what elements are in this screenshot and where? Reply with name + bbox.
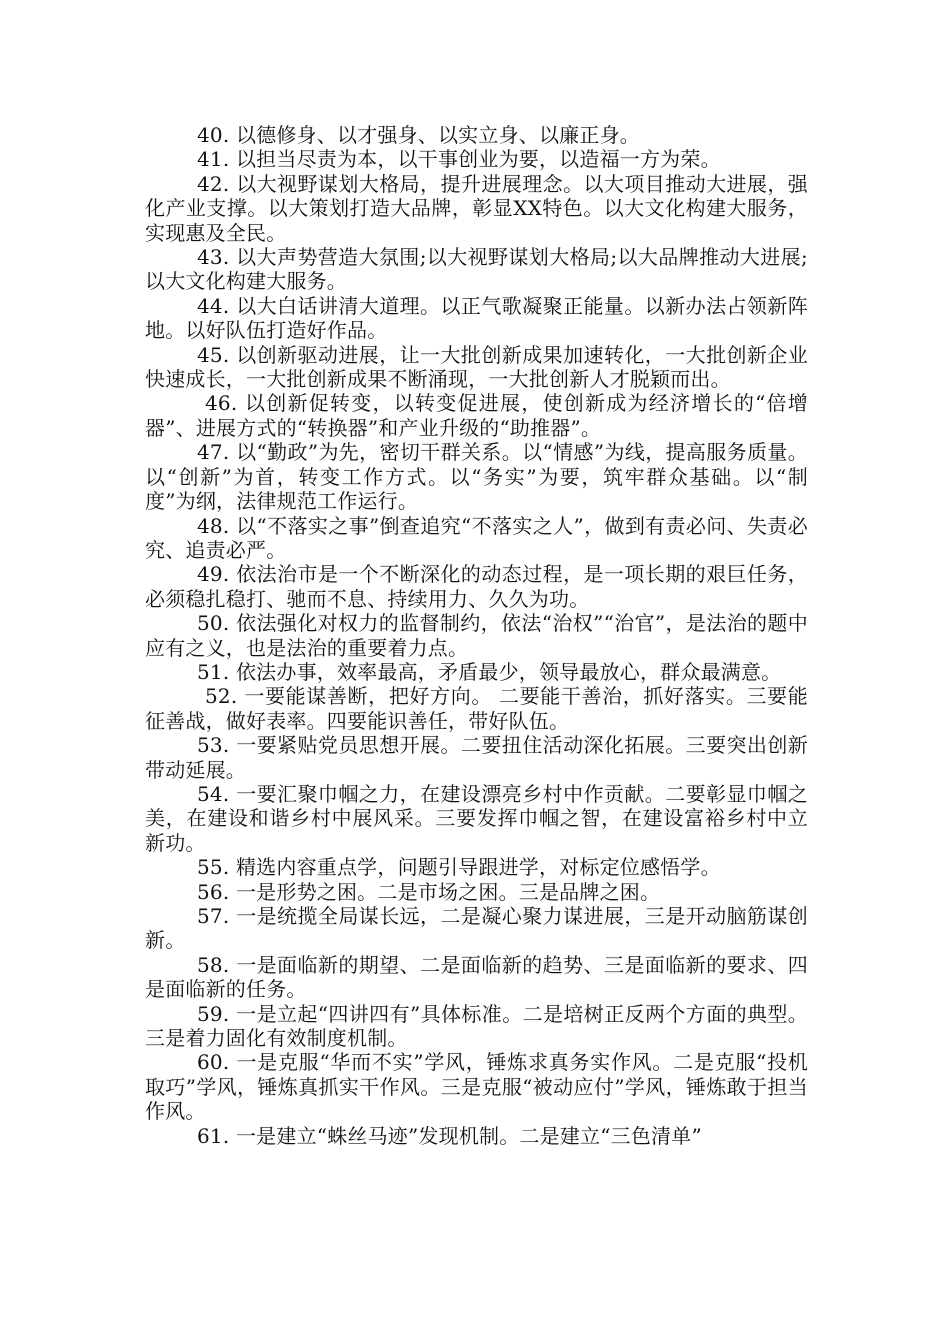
paragraph-42: 42. 以大视野谋划大格局，提升进展理念。以大项目推动大进展，强化产业支撑。以大策划打造大品牌，彰显XX特色。以大文化构建大服务，实现惠及全民。 <box>145 171 808 245</box>
paragraph-57: 57. 一是统揽全局谋长远，二是凝心聚力谋进展，三是开动脑筋谋创新。 <box>145 904 808 953</box>
paragraph-45: 45. 以创新驱动进展，让一大批创新成果加速转化，一大批创新企业快速成长，一大批创新成果不断涌现，一大批创新人才脱颖而出。 <box>145 342 808 392</box>
paragraph-48: 48. 以“不落实之事”倒查追究“不落实之人”，做到有责必问、失责必究、追责必严。 <box>145 513 808 562</box>
paragraph-61: 61. 一是建立“蛛丝马迹”发现机制。二是建立“三色清单” <box>197 1123 702 1148</box>
paragraph-56: 56. 一是形势之困。二是市场之困。三是品牌之困。 <box>197 879 661 904</box>
paragraph-59: 59. 一是立起“四讲四有”具体标准。二是培树正反两个方面的典型。三是着力固化有效制度机制。 <box>145 1001 808 1051</box>
paragraph-47: 47. 以“勤政”为先，密切干群关系。以“情感”为线，提高服务质量。以“创新”为首，转变工作方式。以“务实”为要，筑牢群众基础。以“制度”为纲，法律规范工作运行。 <box>145 440 808 514</box>
paragraph-46: 46. 以创新促转变，以转变促进展，使创新成为经济增长的“倍增器”、进展方式的“转换器”和产业升级的“助推器”。 <box>145 391 808 440</box>
paragraph-60: 60. 一是克服“华而不实”学风，锤炼求真务实作风。二是克服“投机取巧”学风，锤炼真抓实干作风。三是克服“被动应付”学风，锤炼敢于担当作风。 <box>145 1050 808 1124</box>
paragraph-41: 41. 以担当尽责为本，以干事创业为要，以造福一方为荣。 <box>197 147 721 172</box>
paragraph-54: 54. 一要汇聚巾帼之力，在建设漂亮乡村中作贡献。二要彰显巾帼之美，在建设和谐乡村中展风采。三要发挥巾帼之智，在建设富裕乡村中立新功。 <box>145 781 808 855</box>
document-page <box>145 123 808 1148</box>
paragraph-50: 50. 依法强化对权力的监督制约，依法“治权”“治官”，是法治的题中应有之义，也是法治的重要着力点。 <box>145 611 808 660</box>
paragraph-58: 58. 一是面临新的期望、二是面临新的趋势、三是面临新的要求、四是面临新的任务。 <box>145 952 808 1002</box>
paragraph-53: 53. 一要紧贴党员思想开展。二要扭住活动深化拓展。三要突出创新带动延展。 <box>145 733 808 782</box>
paragraph-52: 52. 一要能谋善断，把好方向。 二要能干善治，抓好落实。三要能征善战，做好表率。四要能识善任，带好队伍。 <box>145 684 808 733</box>
paragraph-40: 40. 以德修身、以才强身、以实立身、以廉正身。 <box>197 123 640 147</box>
paragraph-43: 43. 以大声势营造大氛围;以大视野谋划大格局;以大品牌推动大进展;以大文化构建大服务。 <box>145 245 808 294</box>
paragraph-55: 55. 精选内容重点学，问题引导跟进学，对标定位感悟学。 <box>197 855 721 880</box>
paragraph-49: 49. 依法治市是一个不断深化的动态过程，是一项长期的艰巨任务，必须稳扎稳打、驰而不息、持续用力、久久为功。 <box>145 562 808 611</box>
paragraph-51: 51. 依法办事，效率最高，矛盾最少，领导最放心，群众最满意。 <box>197 659 782 684</box>
paragraph-44: 44. 以大白话讲清大道理。以正气歌凝聚正能量。以新办法占领新阵地。以好队伍打造好作品。 <box>145 293 808 343</box>
